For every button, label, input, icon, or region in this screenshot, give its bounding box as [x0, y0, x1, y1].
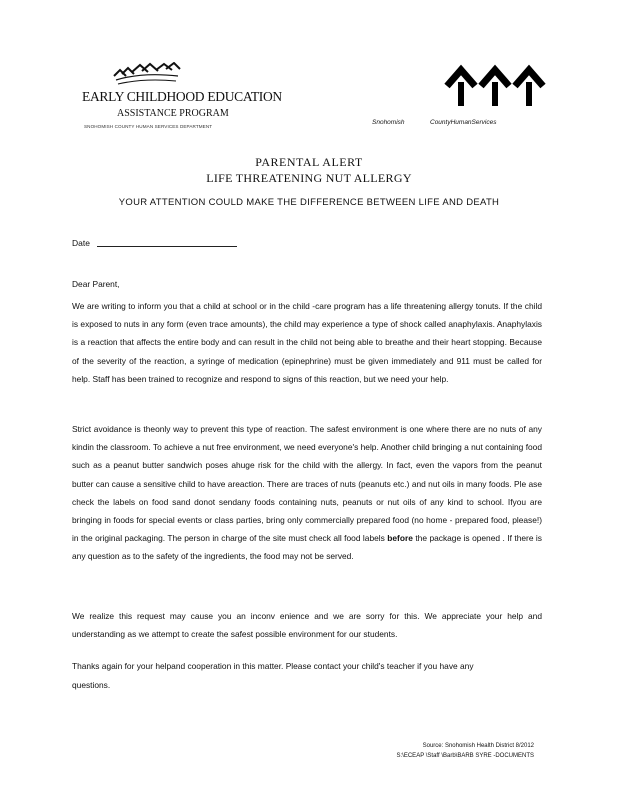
- paragraph-2-part-b: the package is opened . If there is any question as to the safety of the ingredients, the food may not be served.: [72, 533, 542, 562]
- paragraph-2-part-a: Strict avoidance is theonly way to prevent this type of reaction. The safest environment is one where there are no nuts of any kindin the classroom. To achieve a nut free environment, we need everyone's help. Another child bringing a nut containing food such as a peanut butter sandwich poses ahuge risk for the child with the allergy. In fact, even the vapors from the peanut butter can cause a sensitive child to have areaction. There are traces of nuts (peanuts etc.) and nut oils in many foods. Ple ase check the labels on food sand donot sendany foods containing nuts, peanuts or nut oils of any kind to school. Ifyou are bringing in foods for special events or class parties, bring only commercially prepared food (no home - prepared food, please!) in the original packaging. The person in charge of the site must check all food labels: [72, 424, 542, 544]
- county-trees-icon: [443, 60, 553, 110]
- county-name: Snohomish: [372, 119, 405, 126]
- date-blank-line: [97, 246, 237, 247]
- paragraph-2: [72, 420, 542, 566]
- date-label: Date: [72, 238, 90, 248]
- footer-path: S:\ECEAP \Staff \Barb\BARB SYRE -DOCUMENTS: [396, 753, 534, 759]
- title-line-1: PARENTAL ALERT: [255, 155, 363, 169]
- salutation: Dear Parent,: [72, 279, 120, 289]
- eceap-logo: [82, 62, 282, 134]
- title-line-2: LIFE THREATENING NUT ALLERGY: [206, 171, 412, 185]
- logo-title: EARLY CHILDHOOD EDUCATION: [82, 89, 282, 104]
- logo-department: SNOHOMISH COUNTY HUMAN SERVICES DEPARTMENT: [84, 124, 213, 129]
- county-department: CountyHumanServices: [430, 119, 497, 126]
- logo-subtitle: ASSISTANCE PROGRAM: [117, 108, 229, 119]
- subtitle: YOUR ATTENTION COULD MAKE THE DIFFERENCE BETWEEN LIFE AND DEATH: [118, 197, 500, 208]
- footer-source: Source: Snohomish Health District 8/2012: [422, 743, 534, 749]
- paragraph-4-line-1: Thanks again for your helpand cooperation in this matter. Please contact your child's teacher if you have any: [72, 661, 474, 671]
- paragraph-3: We realize this request may cause you an inconv enience and we are sorry for this. We appreciate your help and understanding as we attempt to create the safest possible environment for our students.: [72, 611, 542, 640]
- paragraph-4-line-2: questions.: [72, 680, 111, 690]
- birds-icon: [112, 62, 182, 88]
- paragraph-1: We are writing to inform you that a child at school or in the child -care program has a life threatening allergy tonuts. If the child is exposed to nuts in any form (even trace amounts), the child may experience a type of shock called anaphylaxis. Anaphylaxis is a reaction that affects the entire body and can result in the child not being able to breathe and their heart stopping. Because of the severity of the reaction, a syringe of medication (epinephrine) must be given immediately and 911 must be called for help. Staff has been trained to recognize and respond to signs of this reaction, but we need your help.: [72, 301, 542, 384]
- paragraph-2-bold: before: [387, 533, 413, 544]
